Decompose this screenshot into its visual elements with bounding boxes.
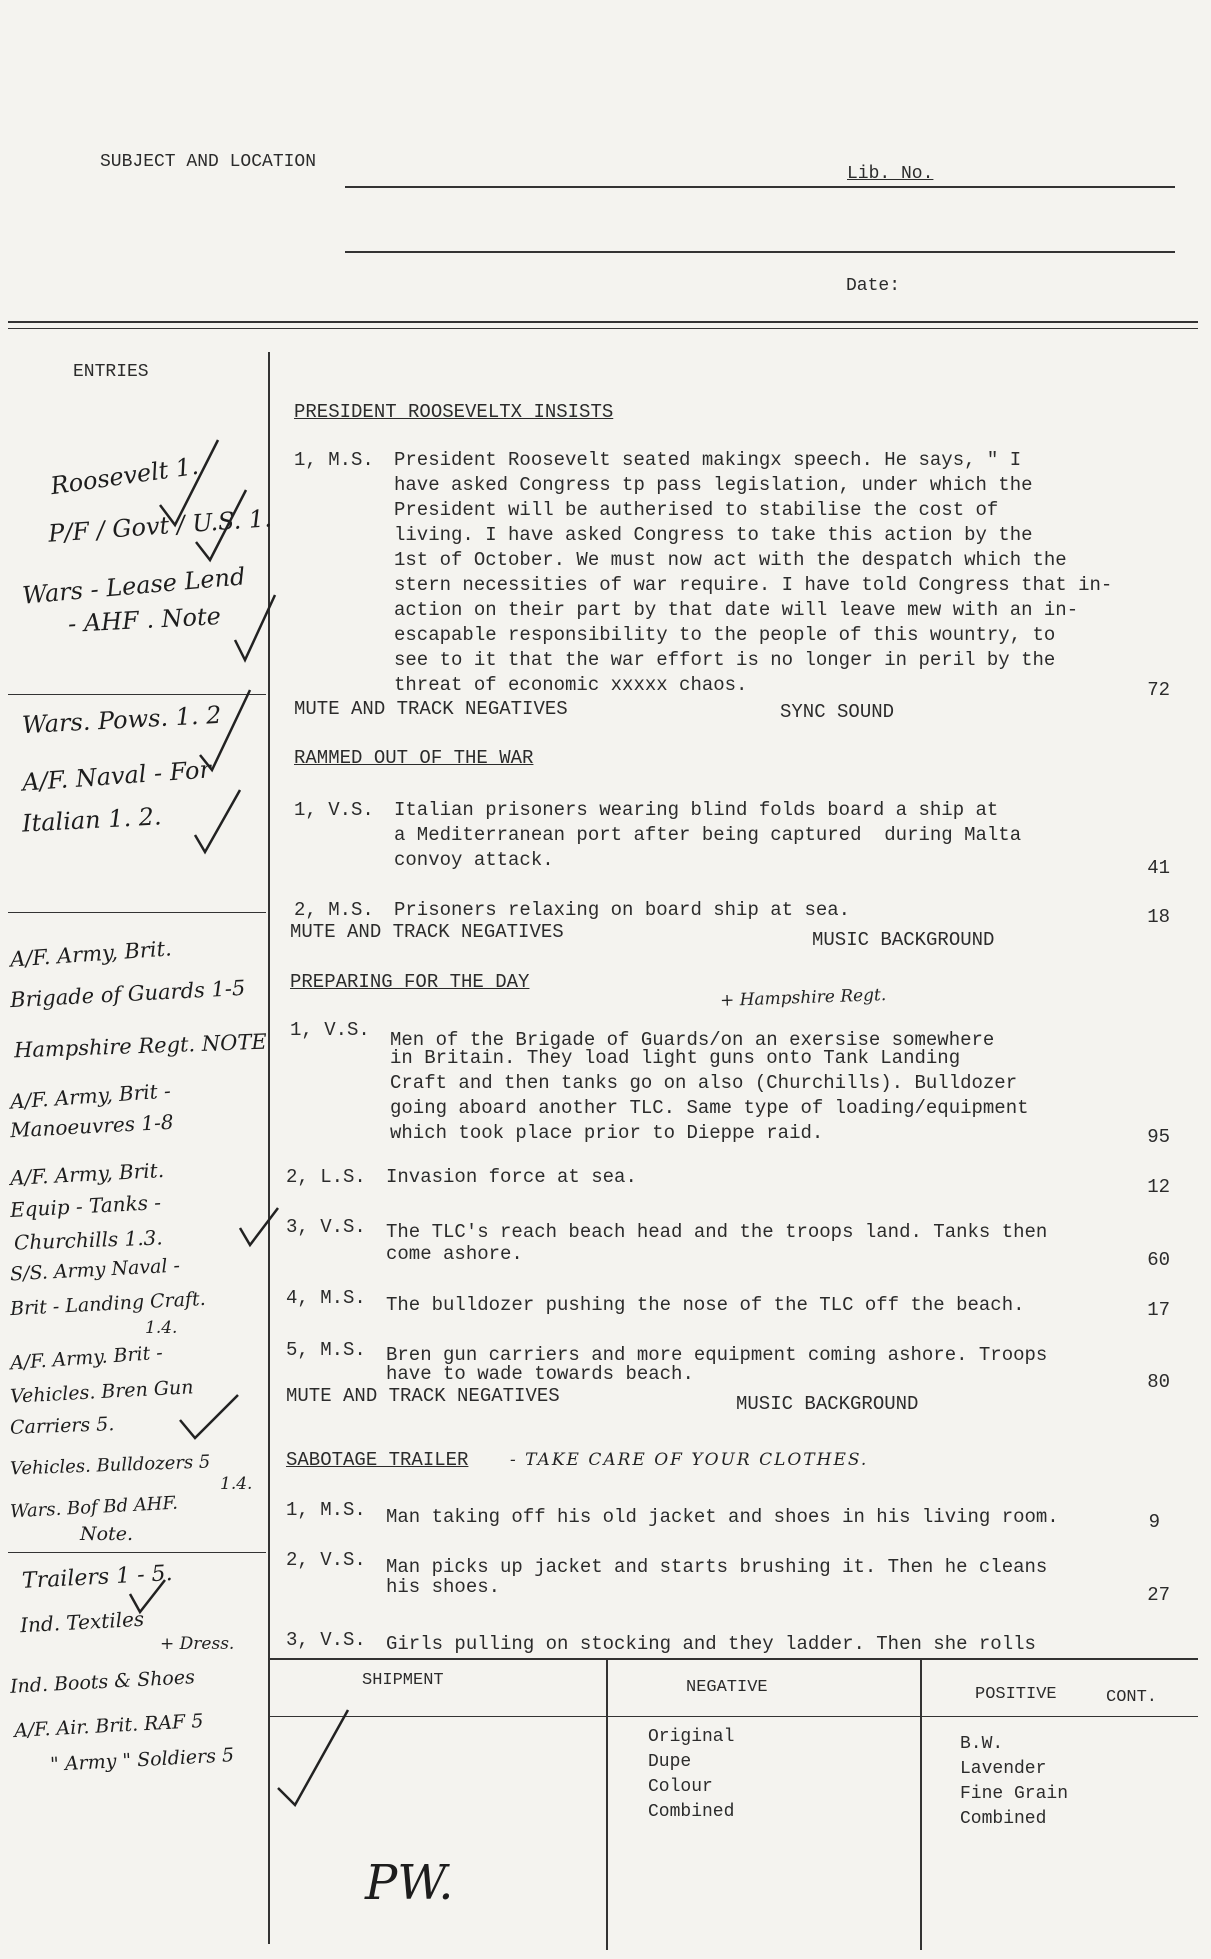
subject-line-2 (345, 251, 1175, 253)
sound-note: MUTE AND TRACK NEGATIVES (294, 698, 568, 720)
margin-note: Churchills 1.3. (13, 1225, 164, 1255)
margin-note: Manoeuvres 1-8 (9, 1109, 175, 1143)
handwritten-annotation: - TAKE CARE OF YOUR CLOTHES. (510, 1450, 869, 1470)
shot-line: Girls pulling on stocking and they ladder. Then she rolls (386, 1633, 1036, 1655)
shot-number: 2, L.S. (286, 1166, 366, 1188)
footage-count: 18 (1147, 906, 1170, 928)
shot-number: 1, V.S. (294, 799, 374, 821)
margin-note: Ind. Textiles (19, 1606, 145, 1638)
sound-note: MUTE AND TRACK NEGATIVES (290, 921, 564, 943)
shot-line: Man picks up jacket and starts brushing it. Then he cleans (386, 1556, 1048, 1578)
subject-label: SUBJECT AND LOCATION (100, 152, 317, 172)
shot-line: The TLC's reach beach head and the troops land. Tanks then (386, 1221, 1048, 1243)
sound-note: MUTE AND TRACK NEGATIVES (286, 1385, 560, 1407)
positive-option: Combined (960, 1809, 1047, 1829)
shot-line: Man taking off his old jacket and shoes in his living room. (386, 1506, 1059, 1528)
shot-line: see to it that the war effort is no longer in peril by the (394, 649, 1056, 671)
entries-heading: ENTRIES (73, 362, 149, 382)
shot-line: stern necessities of war require. I have told Congress that in- (394, 574, 1113, 596)
cont-label: CONT. (1106, 1688, 1158, 1707)
section-title: PREPARING FOR THE DAY (290, 971, 530, 993)
shot-line: come ashore. (386, 1243, 523, 1265)
shot-line: convoy attack. (394, 849, 554, 871)
margin-note: Brigade of Guards 1-5 (9, 975, 246, 1013)
footage-count: 60 (1147, 1249, 1170, 1271)
check-mark-icon (240, 1208, 278, 1245)
positive-option: B.W. (960, 1734, 1004, 1754)
margin-note: Ind. Boots & Shoes (9, 1666, 196, 1698)
shot-line: action on their part by that date will leave mew with an in- (394, 599, 1079, 621)
shot-number: 5, M.S. (286, 1339, 366, 1361)
footage-count: 27 (1147, 1584, 1170, 1606)
shot-line: threat of economic xxxxx chaos. (394, 674, 748, 696)
margin-note: P/F / Govt / U.S. 1. (47, 504, 273, 548)
shot-number: 4, M.S. (286, 1287, 366, 1309)
margin-note: Italian 1. 2. (21, 802, 163, 838)
shot-number: 3, V.S. (286, 1629, 366, 1651)
margin-divider (8, 912, 266, 913)
footer-rule-2 (268, 1716, 1198, 1717)
margin-note: A/F. Army, Brit. (9, 936, 173, 972)
footage-count: 41 (1147, 857, 1170, 879)
margin-note: Note. (80, 1523, 133, 1545)
shot-line: Men of the Brigade of Guards/on an exersise somewhere (390, 1029, 995, 1051)
margin-note: Vehicles. Bulldozers 5 (9, 1451, 211, 1480)
shot-line: going aboard another TLC. Same type of loading/equipment (390, 1097, 1029, 1119)
entries-divider (268, 352, 270, 1944)
shot-line: Invasion force at sea. (386, 1166, 637, 1188)
shot-number: 3, V.S. (286, 1216, 366, 1238)
margin-note: Wars - Lease Lend (21, 562, 247, 610)
footer-divider (606, 1660, 608, 1950)
shot-line: Bren gun carriers and more equipment coming ashore. Troops (386, 1344, 1048, 1366)
section-title: PRESIDENT ROOSEVELTX INSISTS (294, 401, 614, 423)
positive-option: Lavender (960, 1759, 1047, 1779)
shot-line: President Roosevelt seated makingx speech. He says, " I (394, 449, 1022, 471)
shot-line: living. I have asked Congress to take this action by the (394, 524, 1033, 546)
margin-note: Hampshire Regt. NOTE (13, 1029, 268, 1063)
shot-line: have asked Congress tp pass legislation, under which the (394, 474, 1033, 496)
margin-note: Wars. Bof Bd AHF. (9, 1492, 179, 1523)
negative-option: Combined (648, 1802, 735, 1822)
date-label: Date: (846, 276, 901, 296)
header-rule-2 (8, 328, 1198, 329)
shot-number: 1, V.S. (290, 1019, 370, 1041)
shot-line: have to wade towards beach. (386, 1363, 694, 1385)
margin-note: Brit - Landing Craft. (9, 1287, 207, 1321)
check-mark-icon (195, 790, 240, 852)
sound-note: MUSIC BACKGROUND (736, 1393, 919, 1415)
negative-label: NEGATIVE (686, 1678, 768, 1697)
margin-note: Wars. Pows. 1. 2 (21, 700, 223, 740)
margin-note: 1.4. (220, 1474, 253, 1494)
section-title: RAMMED OUT OF THE WAR (294, 747, 534, 769)
negative-option: Colour (648, 1777, 713, 1797)
footage-count: 12 (1147, 1176, 1170, 1198)
margin-note: A/F. Air. Brit. RAF 5 (13, 1710, 204, 1742)
shot-number: 1, M.S. (294, 449, 374, 471)
subject-line (345, 186, 1175, 188)
shot-number: 2, M.S. (294, 899, 374, 921)
margin-note: Vehicles. Bren Gun (9, 1376, 194, 1408)
margin-note: 1.4. (145, 1318, 178, 1338)
footage-count: 9 (1148, 1511, 1160, 1533)
footage-count: 17 (1147, 1299, 1170, 1321)
margin-note: A/F. Army, Brit - (9, 1078, 172, 1114)
footage-count: 72 (1147, 679, 1170, 701)
header-rule (8, 321, 1198, 323)
margin-note: Trailers 1 - 5. (21, 1561, 174, 1594)
positive-option: Fine Grain (960, 1784, 1069, 1804)
margin-note: + Dress. (160, 1634, 235, 1654)
margin-note: A/F. Naval - For (21, 755, 212, 797)
margin-note: Carriers 5. (9, 1413, 115, 1439)
shot-line: The bulldozer pushing the nose of the TLC off the beach. (386, 1294, 1025, 1316)
margin-divider (8, 694, 266, 695)
footage-count: 80 (1147, 1371, 1170, 1393)
check-mark-icon (278, 1710, 348, 1805)
lib-no-label: Lib. No. (847, 164, 934, 184)
positive-label: POSITIVE (975, 1685, 1057, 1704)
handwritten-annotation: + Hampshire Regt. (719, 985, 887, 1011)
margin-note: - AHF . Note (67, 602, 222, 638)
margin-note: A/F. Army. Brit - (9, 1341, 164, 1375)
margin-note: A/F. Army, Brit. (9, 1157, 165, 1191)
section-title: SABOTAGE TRAILER (286, 1449, 469, 1471)
negative-option: Original (648, 1727, 735, 1747)
margin-note: Equip - Tanks - (9, 1190, 162, 1222)
shot-line: which took place prior to Dieppe raid. (390, 1122, 824, 1144)
shot-line: Prisoners relaxing on board ship at sea. (394, 899, 851, 921)
margin-note: S/S. Army Naval - (9, 1254, 181, 1286)
negative-option: Dupe (648, 1752, 692, 1772)
margin-divider (8, 1552, 266, 1553)
shot-line: escapable responsibility to the people of this wountry, to (394, 624, 1056, 646)
footer-rule (268, 1658, 1198, 1660)
shot-line: Craft and then tanks go on also (Churchills). Bulldozer (390, 1072, 1018, 1094)
margin-note: " Army " Soldiers 5 (49, 1744, 235, 1776)
shipment-label: SHIPMENT (362, 1671, 444, 1690)
initials-signature: PW. (365, 1855, 454, 1911)
shot-line: in Britain. They load light guns onto Tank Landing (390, 1047, 961, 1069)
sound-note: SYNC SOUND (780, 701, 895, 723)
shot-line: a Mediterranean port after being captured during Malta (394, 824, 1022, 846)
shot-number: 2, V.S. (286, 1549, 366, 1571)
margin-note: Roosevelt 1. (48, 451, 201, 501)
shot-line: President will be autherised to stabilise the cost of (394, 499, 999, 521)
shot-number: 1, M.S. (286, 1499, 366, 1521)
shot-line: his shoes. (386, 1576, 501, 1598)
sound-note: MUSIC BACKGROUND (812, 929, 995, 951)
shot-line: 1st of October. We must now act with the despatch which the (394, 549, 1067, 571)
shot-line: Italian prisoners wearing blind folds board a ship at (394, 799, 999, 821)
footer-divider (920, 1660, 922, 1950)
footage-count: 95 (1147, 1126, 1170, 1148)
